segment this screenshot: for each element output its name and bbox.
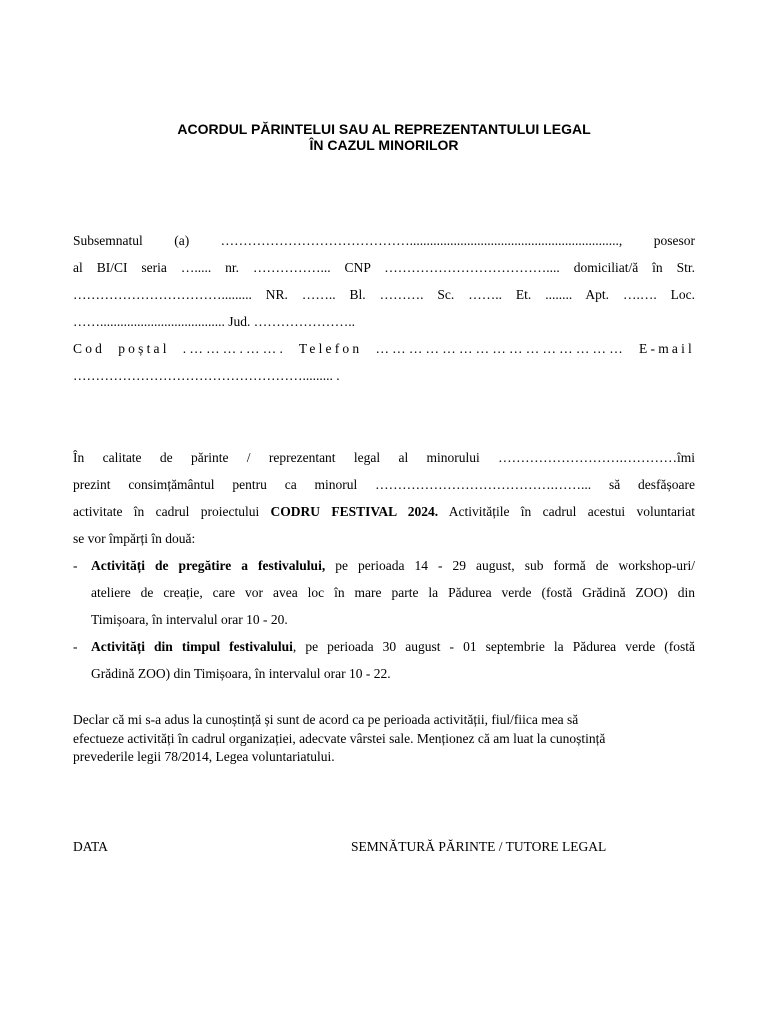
bullet-1-line-2: ateliere de creație, care vor avea loc în mare parte la Pădurea verde (fostă Grădină ZOO) din (91, 585, 695, 600)
consent-line-1: În calitate de părinte / reprezentant legal al minorului ……………………….…………îmi (73, 450, 695, 465)
consent-section (73, 444, 695, 552)
bullet-item-2 (73, 633, 695, 687)
date-label: DATA (73, 839, 108, 854)
bullet-1-line-1-rest: pe perioada 14 - 29 august, sub formă de workshop-uri/ (325, 558, 695, 573)
consent-line-2: prezint consimțământul pentru ca minorul ………………………………….……... să desfășoare (73, 477, 695, 492)
identity-line-6: ……………………………………………......... . (73, 368, 340, 383)
bullet-1-heading: Activități de pregătire a festivalului, (91, 558, 326, 573)
bullet-dash: - (73, 558, 78, 573)
identity-line-5: Cod poștal .……….……. Telefon ……………………………………… E-mail (73, 341, 695, 356)
declaration-line-3: prevederile legii 78/2014, Legea voluntariatului. (73, 749, 335, 764)
bullet-dash: - (73, 639, 78, 654)
title-line-2: ÎN CAZUL MINORILOR (309, 137, 459, 153)
project-name: CODRU FESTIVAL 2024. (270, 504, 439, 519)
bullet-2-line-2: Grădină ZOO) din Timișoara, în intervalul orar 10 - 22. (91, 666, 391, 681)
bullet-2-line-1 (91, 633, 695, 660)
bullet-2-line-1-rest: , pe perioada 30 august - 01 septembrie la Pădurea verde (fostă (292, 639, 695, 654)
signature-label: SEMNĂTURĂ PĂRINTE / TUTORE LEGAL (351, 839, 607, 854)
consent-line-3 (73, 498, 695, 525)
bullet-1-line-1 (91, 552, 695, 579)
bullet-item-1 (73, 552, 695, 633)
bullet-1-line-3: Timișoara, în intervalul orar 10 - 20. (91, 612, 288, 627)
identity-line-2: al BI/CI seria …..... nr. ……………... CNP ……………………………….... domiciliat/ă în Str. (73, 260, 695, 275)
declaration-paragraph (73, 711, 713, 767)
bullet-2-heading: Activități din timpul festivalului (91, 639, 293, 654)
identity-section (73, 227, 695, 389)
consent-line-3-a: activitate în cadrul proiectului (73, 504, 271, 519)
declaration-line-2: efectueze activități în cadrul organizației, adecvate vârstei sale. Menționez că am luat la cunoștință (73, 730, 606, 746)
identity-line-3: ……………………………......... NR. …….. Bl. ………. Sc. …….. Et. ........ Apt. ….…. Loc. (73, 287, 695, 302)
identity-line-4: ……..................................... Jud. ………………….. (73, 314, 356, 329)
document-title (0, 121, 768, 153)
title-line-1: ACORDUL PĂRINTELUI SAU AL REPREZENTANTULUI LEGAL (177, 121, 591, 137)
declaration-line-1: Declar că mi s-a adus la cunoștință și sunt de acord ca pe perioada activității, fiul/fiica mea să (73, 712, 579, 727)
consent-line-3-c: Activitățile în cadrul acestui voluntariat (438, 504, 695, 519)
consent-line-4: se vor împărți în două: (73, 531, 196, 546)
identity-line-1: Subsemnatul (a) …………………………………….............................................................., posesor (73, 233, 695, 248)
